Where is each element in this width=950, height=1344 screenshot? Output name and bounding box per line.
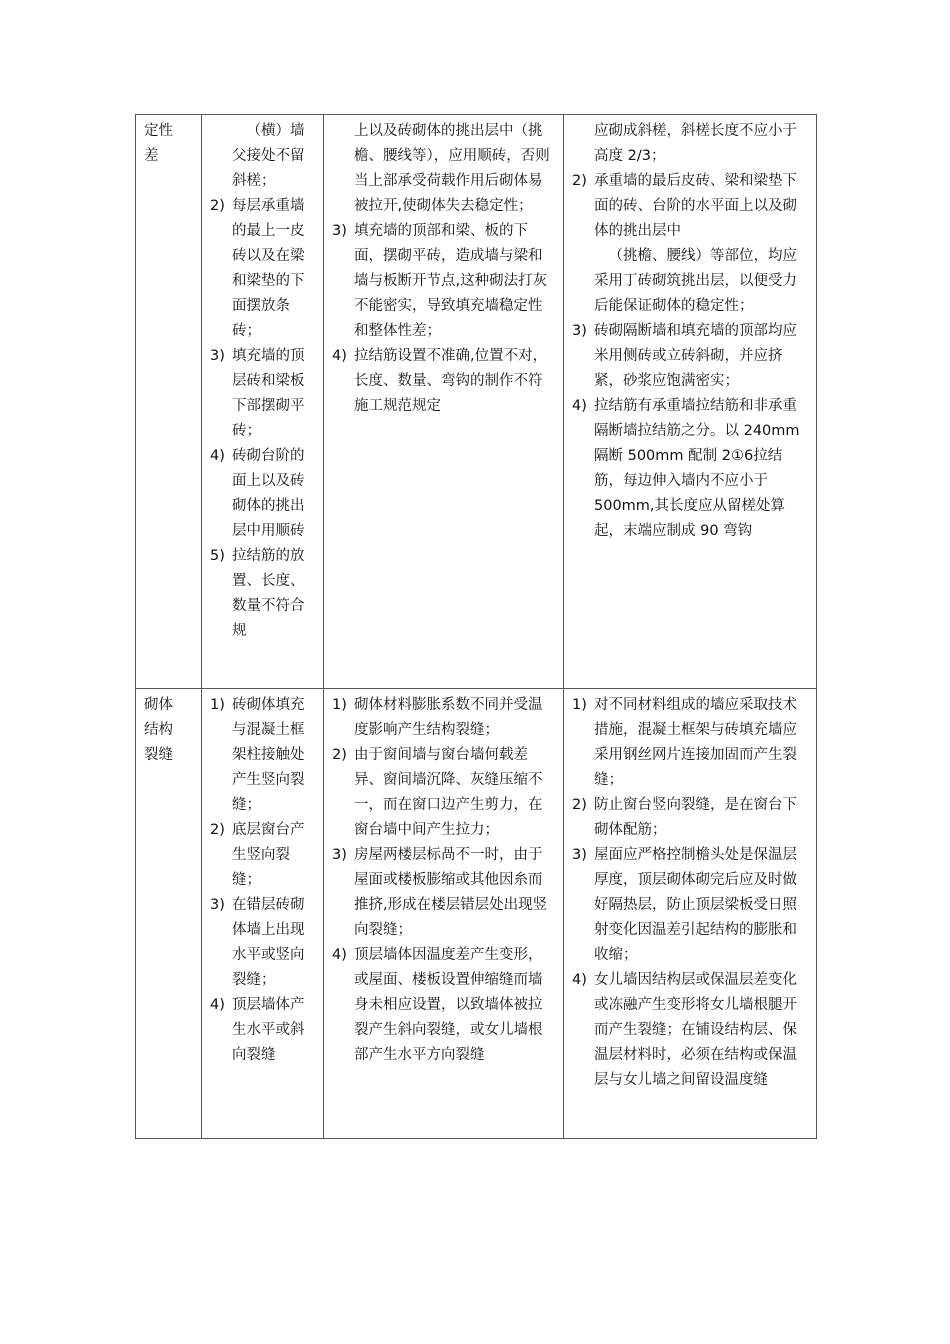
list-item (210, 444, 315, 544)
category-text: 定性 (144, 123, 173, 139)
table-row (136, 115, 817, 689)
list-item (572, 169, 808, 244)
item-number: 2) (572, 797, 587, 813)
item-number: 2) (210, 822, 225, 838)
list-item (332, 743, 555, 843)
item-number: 1) (210, 697, 225, 713)
item-number: 2) (210, 198, 225, 214)
list-item-continuation: （挑檐、腰线）等部位，均应采用丁砖砌筑挑出层，以便受力后能保证砌体的稳定性； (594, 248, 797, 314)
item-number: 1) (572, 697, 587, 713)
item-number: 4) (332, 947, 347, 963)
cause-cell (324, 115, 564, 689)
list-item (210, 818, 315, 893)
item-text: 在错层砖砌体墙上出现水平或竖向裂缝； (232, 897, 305, 988)
list-item (572, 693, 808, 793)
table-row (136, 689, 817, 1139)
item-text: 底层窗台产生竖向裂缝； (232, 822, 305, 888)
list-item-continuation: 上以及砖砌体的挑出层中（挑檐、腰线等），应用顺砖，否则当上部承受荷载作用后砌体易被拉开,使砌体失去稳定性； (354, 123, 550, 214)
list-item (572, 843, 808, 968)
item-number: 3) (210, 348, 225, 364)
item-text: 由于窗间墙与窗台墙何载差异、窗间墙沉降、灰缝压缩不一，而在窗口边产生剪力，在窗台墙中间产生拉力； (354, 747, 543, 838)
list-item (210, 194, 315, 344)
item-number: 3) (210, 897, 225, 913)
list-item (332, 943, 555, 1068)
item-number: 3) (332, 223, 347, 239)
category-cell (136, 115, 202, 689)
list-item (210, 893, 315, 993)
category-cell (136, 689, 202, 1139)
item-number: 2) (572, 173, 587, 189)
item-text: 拉结筋设置不准确,位置不对，长度、数量、弯钩的制作不符施工规范规定 (354, 348, 548, 414)
list-item (572, 793, 808, 843)
item-text: 防止窗台竖向裂缝，是在窗台下砌体配筋； (594, 797, 797, 838)
list-item (332, 693, 555, 743)
list-item (572, 968, 808, 1093)
item-text: 房屋两楼层标咼不一时，由于屋面或楼板膨缩或其他因糸而推挤,形成在楼层错层处出现竖向裂缝； (354, 847, 548, 938)
item-text: 拉结筋的放置、长度、数量不符合规 (232, 548, 305, 639)
item-text: 填充墙的顶部和梁、板的下面，摆砌平砖，造成墙与梁和墙与板断开节点,这种砌法打灰不能密实，导致填充墙稳定性和整体性差； (354, 223, 548, 339)
item-number: 4) (210, 448, 225, 464)
prevention-cell (564, 689, 817, 1139)
item-number: 5) (210, 548, 225, 564)
item-text: 承重墙的最后皮砖、梁和梁垫下面的砖、台阶的水平面上以及砌体的挑出层中 (594, 173, 797, 239)
item-text: 每层承重墙的最上一皮砖以及在梁和梁垫的下面摆放条砖； (232, 198, 305, 339)
category-text: 差 (144, 148, 159, 164)
list-item (210, 344, 315, 444)
item-text: 砖砌隔断墙和填充墙的顶部均应米用侧砖或立砖斜砌，并应挤紧，砂浆应饱满密实； (594, 323, 797, 389)
item-number: 3) (332, 847, 347, 863)
phenomenon-cell (202, 115, 324, 689)
item-number: 4) (572, 972, 587, 988)
category-text: 裂缝 (144, 747, 173, 763)
prevention-cell (564, 115, 817, 689)
phenomenon-cell (202, 689, 324, 1139)
item-text: 砌体材料膨胀系数不同并受温度影响产生结构裂缝； (354, 697, 543, 738)
category-text: 砌体 (144, 697, 173, 713)
item-number: 1) (332, 697, 347, 713)
list-item (332, 219, 555, 344)
item-text: 砖砌台阶的面上以及砖砌体的挑出层中用顺砖 (232, 448, 305, 539)
list-item (210, 693, 315, 818)
list-item (210, 544, 315, 644)
item-text: 砖砌体填充与混凝土框架柱接触处产生竖向裂缝； (232, 697, 305, 813)
item-number: 4) (210, 997, 225, 1013)
category-text: 结构 (144, 722, 173, 738)
list-item-continuation: （横）墙父接处不留斜槎； (232, 123, 305, 189)
list-item (332, 843, 555, 943)
construction-quality-table (135, 114, 817, 1139)
list-item (572, 394, 808, 544)
item-text: 对不同材料组成的墙应采取技术措施，混凝土框架与砖填充墙应采用钢丝网片连接加固而产生裂缝； (594, 697, 797, 788)
item-number: 2) (332, 747, 347, 763)
list-item-continuation: 应砌成斜槎，斜槎长度不应小于高度 2/3； (594, 123, 797, 164)
item-text: 顶层墙体因温度差产生变形，或屋面、楼板设置伸缩缝而墙身未相应设置，以致墙体被拉裂产生斜向裂缝，或女儿墙根部产生水平方向裂缝 (354, 947, 543, 1063)
item-text: 顶层墙体产生水平或斜向裂缝 (232, 997, 305, 1063)
item-text: 填充墙的顶层砖和梁板下部摆砌平砖； (232, 348, 305, 439)
list-item (572, 319, 808, 394)
item-text: 屋面应严格控制檐头处是保温层厚度，顶层砌体砌完后应及时做好隔热层，防止顶层梁板受日照射变化因温差引起结构的膨胀和收缩； (594, 847, 797, 963)
item-number: 3) (572, 323, 587, 339)
list-item (332, 344, 555, 419)
list-item (210, 993, 315, 1068)
item-number: 3) (572, 847, 587, 863)
cause-cell (324, 689, 564, 1139)
item-text: 女儿墙因结构层或保温层差变化或冻融产生变形将女儿墙根腿开而产生裂缝；在铺设结构层、保温层材料时，必须在结构或保温层与女儿墙之间留设温度缝 (594, 972, 797, 1088)
item-text: 拉结筋有承重墙拉结筋和非承重隔断墙拉结筋之分。以 240mm 隔断 500mm 配制 2①6拉结筋，每边伸入墙内不应小于 500mm,其长度应从留槎处算起，末端应制成 90 弯钩 (594, 398, 800, 539)
item-number: 4) (572, 398, 587, 414)
item-number: 4) (332, 348, 347, 364)
